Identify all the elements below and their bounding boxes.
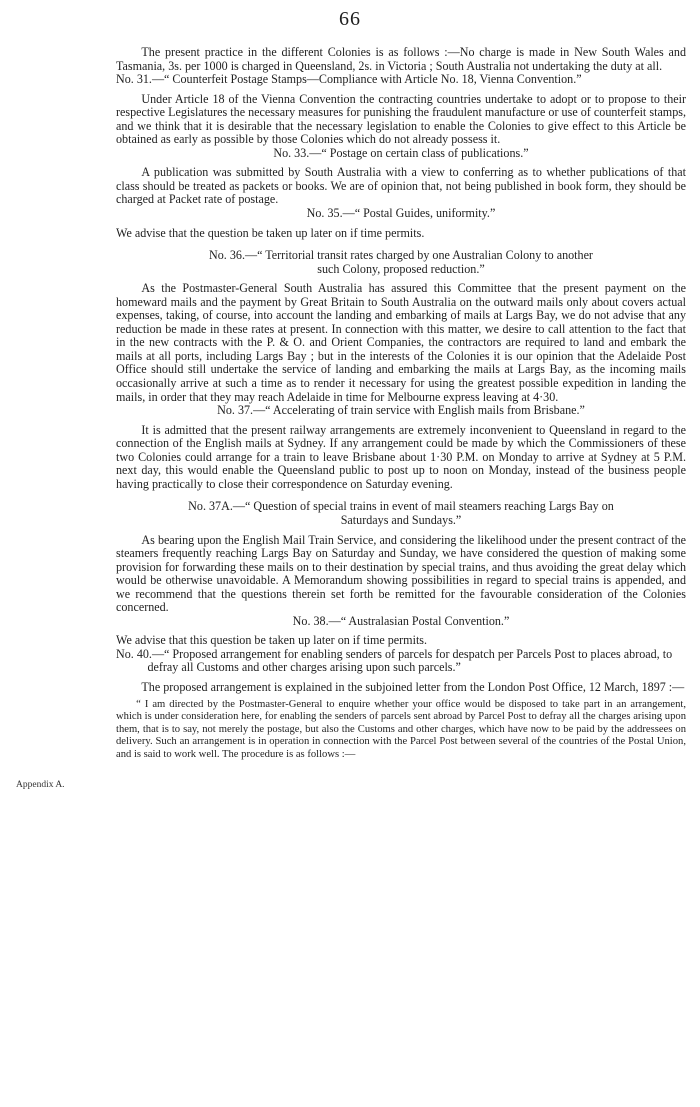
quoted-letter: “ I am directed by the Postmaster-General to enquire whether your office would be disposed to take part in an arrangement, which is under consideration here, for enabling the senders of parcels sent abroad by Parcel Post to defray all the charges arising upon them, that is to say, not merely the postage, but also the Customs and other charges, which have now to be paid by the addressees on delivery. Such an arrangement is in operation in connection with the Parcel Post between several of the countries of the Postal Union, and is said to work well. The procedure is as follows :— xyxy=(116,698,686,760)
document-body xyxy=(116,46,686,761)
paragraph-no-36: As the Postmaster-General South Australia has assured this Committee that the present payment on the homeward mails and the payment by Great Britain to South Australia on the outward mails only about covers actual expenses, taking, of course, into account the landing and embarking of mails at Largs Bay, we do not advise that any reduction be made in these rates at present. In connection with this matter, we desire to call attention to the fact that in the new contracts with the P. & O. and Orient Companies, the contractors are required to land and embark the mails at all ports, including Largs Bay ; but in the interests of the Colonies it is our opinion that the Adelaide Post Office should still undertake the service of landing and embarking the mails at Largs Bay, as the incoming mails occasionally arrive at such a time as to render it necessary for using the greatest possible expedition in landing the mails, in order that they may reach Adelaide in time for Melbourne express leaving at 4·30. xyxy=(116,281,686,404)
heading-no-37a xyxy=(116,500,686,527)
heading-no-40: No. 40.—“ Proposed arrangement for enabling senders of parcels for despatch per Parcels Post to places abroad, to defray all Customs and other charges arising upon such parcels.” xyxy=(116,646,673,675)
paragraph-no-33: A publication was submitted by South Australia with a view to conferring as to whether publications of that class should be treated as packets or books. We are of opinion that, not being published in book form, they should be charged at Packet rate of postage. xyxy=(116,165,686,207)
paragraph-no-37a: As bearing upon the English Mail Train Service, and considering the likelihood under the present contract of the steamers frequently reaching Largs Bay on Saturday and Sunday, we have considered the question of making some provision for forwarding these mails on to their destination by special trains, and thus avoiding the great delay which would be otherwise unavoidable. A Memorandum showing possibilities in regard to special trains is appended, and we recommend that the questions therein set forth be remitted for the favourable consideration of the Colonies concerned. xyxy=(116,532,686,615)
paragraph-colonies-practice: The present practice in the different Colonies is as follows :—No charge is made in New South Wales and Tasmania, 3s. per 1000 is charged in Queensland, 2s. in Victoria ; South Australia not undertaking the duty at all. xyxy=(116,45,686,73)
paragraph-no-38: We advise that this question be taken up later on if time permits. xyxy=(116,633,428,648)
paragraph-no-31: Under Article 18 of the Vienna Convention the contracting countries undertake to adopt or to propose to their respective Legislatures the necessary measures for punishing the fraudulent manufacture or use of counterfeit stamps, and we think that it is desirable that the necessary legislation to enable the Colonies to give effect to this Article be obtained as early as possible by those Colonies which do not already possess it. xyxy=(116,91,686,147)
heading-no-31: No. 31.—“ Counterfeit Postage Stamps—Compliance with Article No. 18, Vienna Convention.” xyxy=(116,72,582,87)
paragraph-no-37: It is admitted that the present railway arrangements are extremely inconvenient to Queensland in regard to the connection of the English mails at Sydney. If any arrangement could be made by which the Commissioners of these two Colonies could arrange for a train to leave Brisbane about 1·30 P.M. on Monday to arrive at Sydney at 5 P.M. next day, this would enable the Queensland public to post up to noon on Monday, instead of the business people having practically to close their correspondence on Saturday evening. xyxy=(116,422,686,491)
paragraph-no-40: The proposed arrangement is explained in the subjoined letter from the London Post Office, 12 March, 1897 :— xyxy=(141,679,685,694)
heading-no-37a-line-1: No. 37A.—“ Question of special trains in event of mail steamers reaching Largs Bay on xyxy=(188,499,614,514)
margin-note-appendix-a: Appendix A. xyxy=(16,780,65,790)
page-number: 66 xyxy=(339,8,361,30)
heading-no-35: No. 35.—“ Postal Guides, uniformity.” xyxy=(306,206,496,221)
heading-no-36 xyxy=(116,249,686,276)
heading-no-38: No. 38.—“ Australasian Postal Convention.” xyxy=(292,613,510,628)
heading-no-37: No. 37.—“ Accelerating of train service with English mails from Brisbane.” xyxy=(217,403,585,418)
heading-no-37a-line-2: Saturdays and Sundays.” xyxy=(340,512,462,527)
paragraph-no-35: We advise that the question be taken up later on if time permits. xyxy=(116,225,425,240)
heading-no-36-line-1: No. 36.—“ Territorial transit rates charged by one Australian Colony to another xyxy=(209,248,593,263)
heading-no-33: No. 33.—“ Postage on certain class of publications.” xyxy=(273,145,529,160)
heading-no-36-line-2: such Colony, proposed reduction.” xyxy=(317,261,485,276)
